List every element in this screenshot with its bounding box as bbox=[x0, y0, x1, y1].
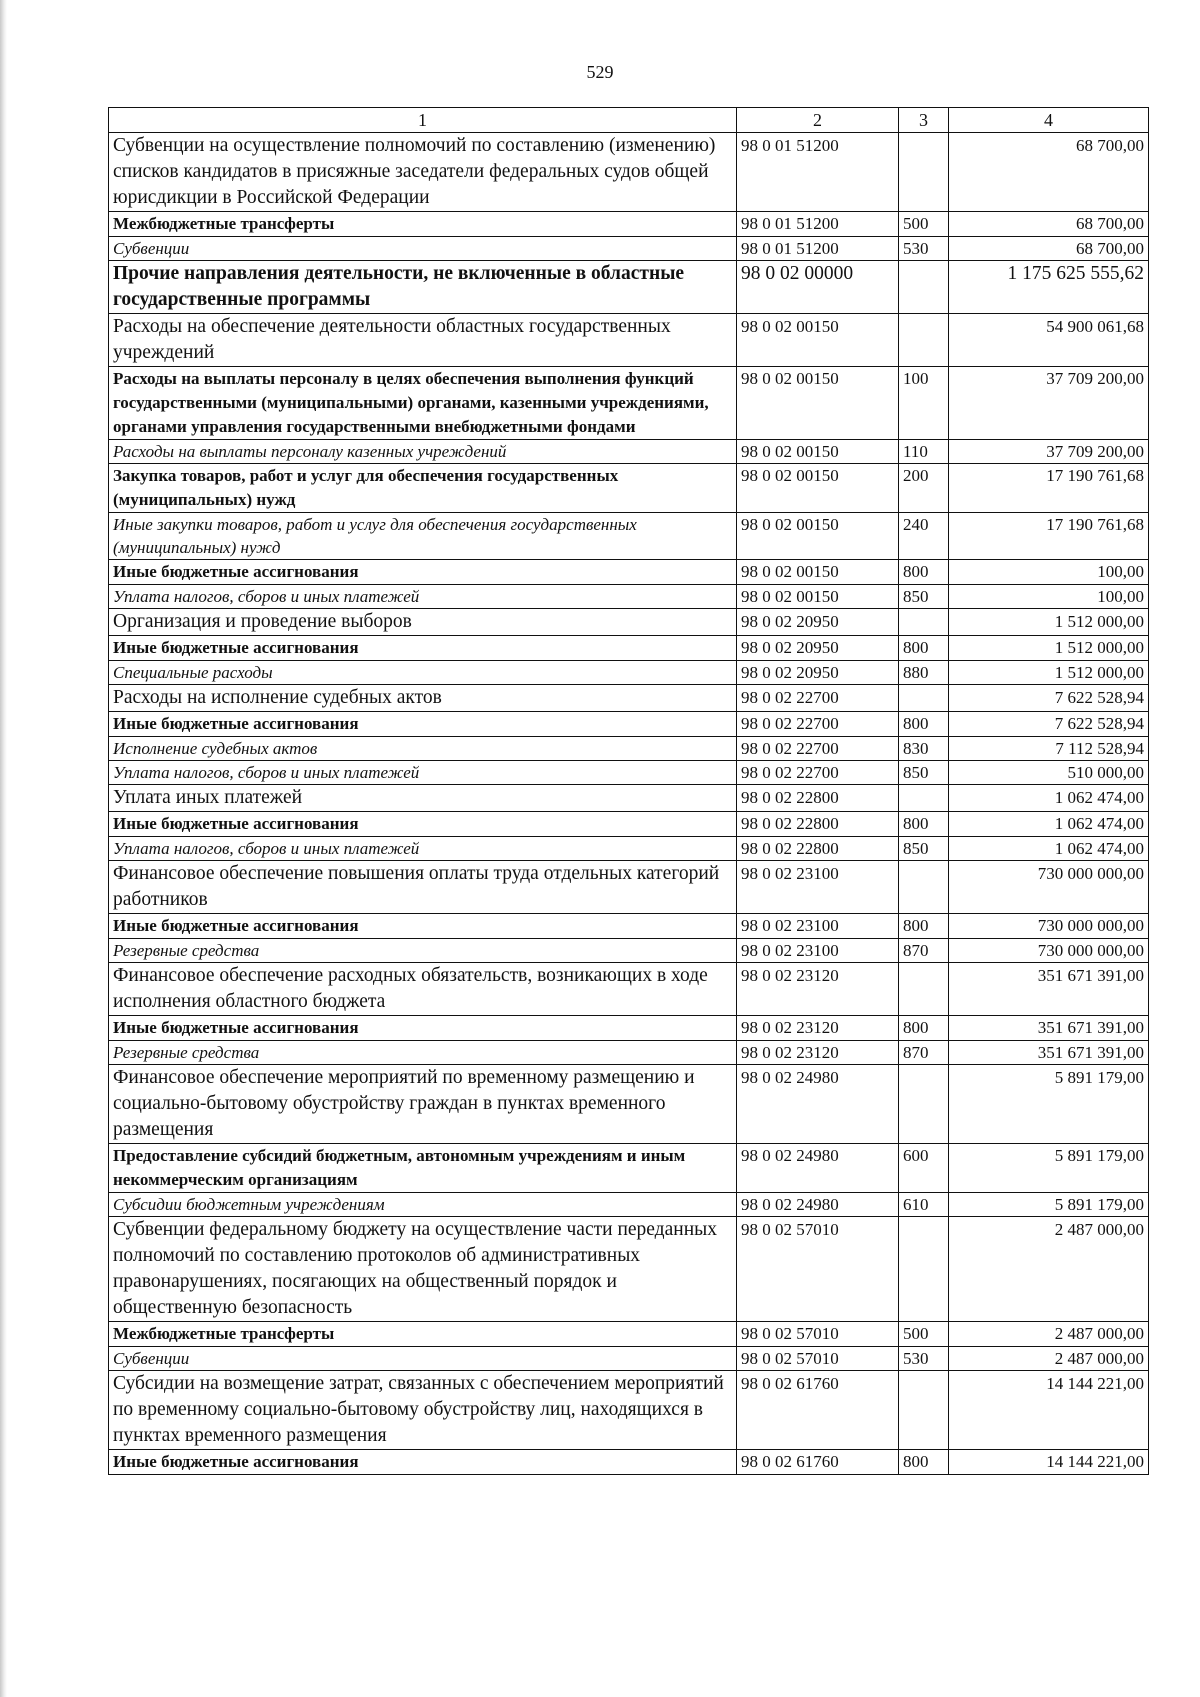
row-type bbox=[899, 1217, 949, 1322]
table-row bbox=[109, 1347, 1149, 1371]
row-name: Закупка товаров, работ и услуг для обеспечения государственных (муниципальных) нужд bbox=[109, 464, 737, 513]
header-col-1: 1 bbox=[109, 108, 737, 133]
row-name: Иные бюджетные ассигнования bbox=[109, 1450, 737, 1475]
row-type bbox=[899, 133, 949, 212]
row-code: 98 0 02 22700 bbox=[737, 737, 899, 761]
row-code: 98 0 01 51200 bbox=[737, 133, 899, 212]
row-type: 850 bbox=[899, 585, 949, 609]
row-sum: 100,00 bbox=[949, 560, 1149, 585]
table-row bbox=[109, 737, 1149, 761]
row-name: Уплата иных платежей bbox=[109, 785, 737, 812]
row-sum: 2 487 000,00 bbox=[949, 1217, 1149, 1322]
row-name: Резервные средства bbox=[109, 1041, 737, 1065]
row-sum: 37 709 200,00 bbox=[949, 367, 1149, 440]
row-type: 870 bbox=[899, 1041, 949, 1065]
row-code: 98 0 02 00150 bbox=[737, 560, 899, 585]
row-name: Финансовое обеспечение мероприятий по временному размещению и социально-бытовому обустройству граждан в пунктах временного размещения bbox=[109, 1065, 737, 1144]
row-code: 98 0 02 57010 bbox=[737, 1217, 899, 1322]
row-sum: 2 487 000,00 bbox=[949, 1347, 1149, 1371]
row-sum: 7 622 528,94 bbox=[949, 712, 1149, 737]
row-sum: 1 175 625 555,62 bbox=[949, 261, 1149, 314]
row-name: Резервные средства bbox=[109, 939, 737, 963]
row-sum: 2 487 000,00 bbox=[949, 1322, 1149, 1347]
row-code: 98 0 02 61760 bbox=[737, 1371, 899, 1450]
row-code: 98 0 01 51200 bbox=[737, 212, 899, 237]
row-type: 800 bbox=[899, 560, 949, 585]
row-code: 98 0 02 20950 bbox=[737, 636, 899, 661]
row-code: 98 0 02 20950 bbox=[737, 661, 899, 685]
row-type: 530 bbox=[899, 1347, 949, 1371]
table-row bbox=[109, 212, 1149, 237]
row-name: Межбюджетные трансферты bbox=[109, 212, 737, 237]
row-type: 870 bbox=[899, 939, 949, 963]
table-row bbox=[109, 133, 1149, 212]
row-sum: 7 112 528,94 bbox=[949, 737, 1149, 761]
row-sum: 1 062 474,00 bbox=[949, 812, 1149, 837]
table-row bbox=[109, 712, 1149, 737]
row-code: 98 0 02 20950 bbox=[737, 609, 899, 636]
row-code: 98 0 02 00150 bbox=[737, 585, 899, 609]
table-row bbox=[109, 939, 1149, 963]
row-sum: 730 000 000,00 bbox=[949, 939, 1149, 963]
row-code: 98 0 02 22800 bbox=[737, 812, 899, 837]
row-type: 200 bbox=[899, 464, 949, 513]
row-name: Расходы на выплаты персоналу казенных учреждений bbox=[109, 440, 737, 464]
row-name: Финансовое обеспечение расходных обязательств, возникающих в ходе исполнения областного бюджета bbox=[109, 963, 737, 1016]
row-name: Организация и проведение выборов bbox=[109, 609, 737, 636]
row-type: 830 bbox=[899, 737, 949, 761]
table-row bbox=[109, 1371, 1149, 1450]
row-code: 98 0 02 00150 bbox=[737, 314, 899, 367]
row-name: Субсидии на возмещение затрат, связанных с обеспечением мероприятий по временному социально-бытовому обустройству лиц, находящихся в пунктах временного размещения bbox=[109, 1371, 737, 1450]
row-type: 800 bbox=[899, 636, 949, 661]
row-sum: 510 000,00 bbox=[949, 761, 1149, 785]
row-type: 610 bbox=[899, 1193, 949, 1217]
table-row bbox=[109, 513, 1149, 560]
row-code: 98 0 02 23100 bbox=[737, 939, 899, 963]
row-type bbox=[899, 785, 949, 812]
row-name: Расходы на выплаты персоналу в целях обеспечения выполнения функций государственными (муниципальными) органами, казенными учреждениями, органами управления государственными внебюджетными фондами bbox=[109, 367, 737, 440]
row-type bbox=[899, 609, 949, 636]
table-row bbox=[109, 237, 1149, 261]
row-name: Субвенции на осуществление полномочий по составлению (изменению) списков кандидатов в присяжные заседатели федеральных судов общей юрисдикции в Российской Федерации bbox=[109, 133, 737, 212]
row-type: 880 bbox=[899, 661, 949, 685]
row-sum: 68 700,00 bbox=[949, 237, 1149, 261]
row-sum: 68 700,00 bbox=[949, 133, 1149, 212]
table-row bbox=[109, 1450, 1149, 1475]
table-row bbox=[109, 1144, 1149, 1193]
table-row bbox=[109, 914, 1149, 939]
row-sum: 1 512 000,00 bbox=[949, 609, 1149, 636]
row-name: Прочие направления деятельности, не включенные в областные государственные программы bbox=[109, 261, 737, 314]
row-type: 110 bbox=[899, 440, 949, 464]
row-code: 98 0 02 22800 bbox=[737, 785, 899, 812]
row-sum: 351 671 391,00 bbox=[949, 963, 1149, 1016]
table-row bbox=[109, 785, 1149, 812]
table-row bbox=[109, 1016, 1149, 1041]
row-name: Расходы на исполнение судебных актов bbox=[109, 685, 737, 712]
table-row bbox=[109, 314, 1149, 367]
row-sum: 54 900 061,68 bbox=[949, 314, 1149, 367]
table-row bbox=[109, 761, 1149, 785]
table-row bbox=[109, 440, 1149, 464]
row-code: 98 0 02 23120 bbox=[737, 1041, 899, 1065]
row-sum: 17 190 761,68 bbox=[949, 513, 1149, 560]
row-type bbox=[899, 1371, 949, 1450]
row-code: 98 0 02 61760 bbox=[737, 1450, 899, 1475]
row-sum: 14 144 221,00 bbox=[949, 1371, 1149, 1450]
row-code: 98 0 02 24980 bbox=[737, 1193, 899, 1217]
row-code: 98 0 02 22700 bbox=[737, 712, 899, 737]
table-row bbox=[109, 1322, 1149, 1347]
row-code: 98 0 02 23100 bbox=[737, 861, 899, 914]
row-type: 530 bbox=[899, 237, 949, 261]
row-type: 600 bbox=[899, 1144, 949, 1193]
row-name: Иные бюджетные ассигнования bbox=[109, 636, 737, 661]
table-row bbox=[109, 585, 1149, 609]
row-code: 98 0 02 24980 bbox=[737, 1065, 899, 1144]
row-code: 98 0 02 57010 bbox=[737, 1347, 899, 1371]
row-code: 98 0 02 22800 bbox=[737, 837, 899, 861]
row-name: Иные бюджетные ассигнования bbox=[109, 1016, 737, 1041]
row-code: 98 0 02 00150 bbox=[737, 464, 899, 513]
table-row bbox=[109, 812, 1149, 837]
table-body bbox=[109, 133, 1149, 1475]
row-type bbox=[899, 963, 949, 1016]
budget-table bbox=[108, 107, 1149, 1475]
row-code: 98 0 02 22700 bbox=[737, 685, 899, 712]
table-row bbox=[109, 560, 1149, 585]
row-type bbox=[899, 685, 949, 712]
row-code: 98 0 02 24980 bbox=[737, 1144, 899, 1193]
row-type: 800 bbox=[899, 1016, 949, 1041]
table-row bbox=[109, 261, 1149, 314]
row-sum: 1 062 474,00 bbox=[949, 785, 1149, 812]
row-code: 98 0 02 00150 bbox=[737, 513, 899, 560]
table-row bbox=[109, 1193, 1149, 1217]
table-row bbox=[109, 464, 1149, 513]
row-code: 98 0 02 00150 bbox=[737, 367, 899, 440]
row-code: 98 0 02 23100 bbox=[737, 914, 899, 939]
row-name: Иные бюджетные ассигнования bbox=[109, 812, 737, 837]
table-row bbox=[109, 1217, 1149, 1322]
row-name: Предоставление субсидий бюджетным, автономным учреждениям и иным некоммерческим организациям bbox=[109, 1144, 737, 1193]
table-header bbox=[109, 108, 1149, 133]
table-row bbox=[109, 963, 1149, 1016]
row-sum: 14 144 221,00 bbox=[949, 1450, 1149, 1475]
row-sum: 730 000 000,00 bbox=[949, 861, 1149, 914]
row-code: 98 0 02 57010 bbox=[737, 1322, 899, 1347]
row-type bbox=[899, 261, 949, 314]
row-name: Уплата налогов, сборов и иных платежей bbox=[109, 837, 737, 861]
table-row bbox=[109, 609, 1149, 636]
row-name: Иные бюджетные ассигнования bbox=[109, 914, 737, 939]
header-row bbox=[109, 108, 1149, 133]
row-sum: 730 000 000,00 bbox=[949, 914, 1149, 939]
row-name: Уплата налогов, сборов и иных платежей bbox=[109, 761, 737, 785]
row-code: 98 0 02 23120 bbox=[737, 963, 899, 1016]
table-row bbox=[109, 1065, 1149, 1144]
row-name: Иные бюджетные ассигнования bbox=[109, 560, 737, 585]
table-row bbox=[109, 861, 1149, 914]
row-name: Финансовое обеспечение повышения оплаты труда отдельных категорий работников bbox=[109, 861, 737, 914]
row-type: 100 bbox=[899, 367, 949, 440]
row-type bbox=[899, 314, 949, 367]
row-name: Субвенции bbox=[109, 237, 737, 261]
row-sum: 100,00 bbox=[949, 585, 1149, 609]
row-name: Субвенции федеральному бюджету на осуществление части переданных полномочий по составлению протоколов об административных правонарушениях, посягающих на общественный порядок и общественную безопасность bbox=[109, 1217, 737, 1322]
row-name: Субвенции bbox=[109, 1347, 737, 1371]
row-name: Исполнение судебных актов bbox=[109, 737, 737, 761]
row-type: 850 bbox=[899, 837, 949, 861]
table-row bbox=[109, 367, 1149, 440]
row-type: 500 bbox=[899, 1322, 949, 1347]
row-type: 850 bbox=[899, 761, 949, 785]
row-name: Уплата налогов, сборов и иных платежей bbox=[109, 585, 737, 609]
row-type: 500 bbox=[899, 212, 949, 237]
row-type: 800 bbox=[899, 712, 949, 737]
row-sum: 5 891 179,00 bbox=[949, 1144, 1149, 1193]
row-name: Межбюджетные трансферты bbox=[109, 1322, 737, 1347]
table-row bbox=[109, 837, 1149, 861]
row-code: 98 0 02 23120 bbox=[737, 1016, 899, 1041]
table-row bbox=[109, 1041, 1149, 1065]
scan-edge bbox=[0, 0, 7, 1697]
row-sum: 351 671 391,00 bbox=[949, 1016, 1149, 1041]
row-code: 98 0 01 51200 bbox=[737, 237, 899, 261]
table-row bbox=[109, 685, 1149, 712]
row-code: 98 0 02 00150 bbox=[737, 440, 899, 464]
row-name: Специальные расходы bbox=[109, 661, 737, 685]
table-row bbox=[109, 636, 1149, 661]
row-type: 800 bbox=[899, 914, 949, 939]
row-sum: 1 062 474,00 bbox=[949, 837, 1149, 861]
row-code: 98 0 02 22700 bbox=[737, 761, 899, 785]
row-name: Расходы на обеспечение деятельности областных государственных учреждений bbox=[109, 314, 737, 367]
row-name: Субсидии бюджетным учреждениям bbox=[109, 1193, 737, 1217]
header-col-3: 3 bbox=[899, 108, 949, 133]
row-sum: 5 891 179,00 bbox=[949, 1193, 1149, 1217]
header-col-4: 4 bbox=[949, 108, 1149, 133]
row-type: 800 bbox=[899, 812, 949, 837]
row-sum: 1 512 000,00 bbox=[949, 636, 1149, 661]
page-number: 529 bbox=[586, 62, 614, 82]
row-sum: 1 512 000,00 bbox=[949, 661, 1149, 685]
row-sum: 351 671 391,00 bbox=[949, 1041, 1149, 1065]
row-name: Иные бюджетные ассигнования bbox=[109, 712, 737, 737]
header-col-2: 2 bbox=[737, 108, 899, 133]
row-sum: 68 700,00 bbox=[949, 212, 1149, 237]
row-name: Иные закупки товаров, работ и услуг для обеспечения государственных (муниципальных) нужд bbox=[109, 513, 737, 560]
row-type: 800 bbox=[899, 1450, 949, 1475]
row-code: 98 0 02 00000 bbox=[737, 261, 899, 314]
row-type bbox=[899, 861, 949, 914]
row-sum: 5 891 179,00 bbox=[949, 1065, 1149, 1144]
table-row bbox=[109, 661, 1149, 685]
row-type: 240 bbox=[899, 513, 949, 560]
row-type bbox=[899, 1065, 949, 1144]
row-sum: 37 709 200,00 bbox=[949, 440, 1149, 464]
row-sum: 7 622 528,94 bbox=[949, 685, 1149, 712]
row-sum: 17 190 761,68 bbox=[949, 464, 1149, 513]
